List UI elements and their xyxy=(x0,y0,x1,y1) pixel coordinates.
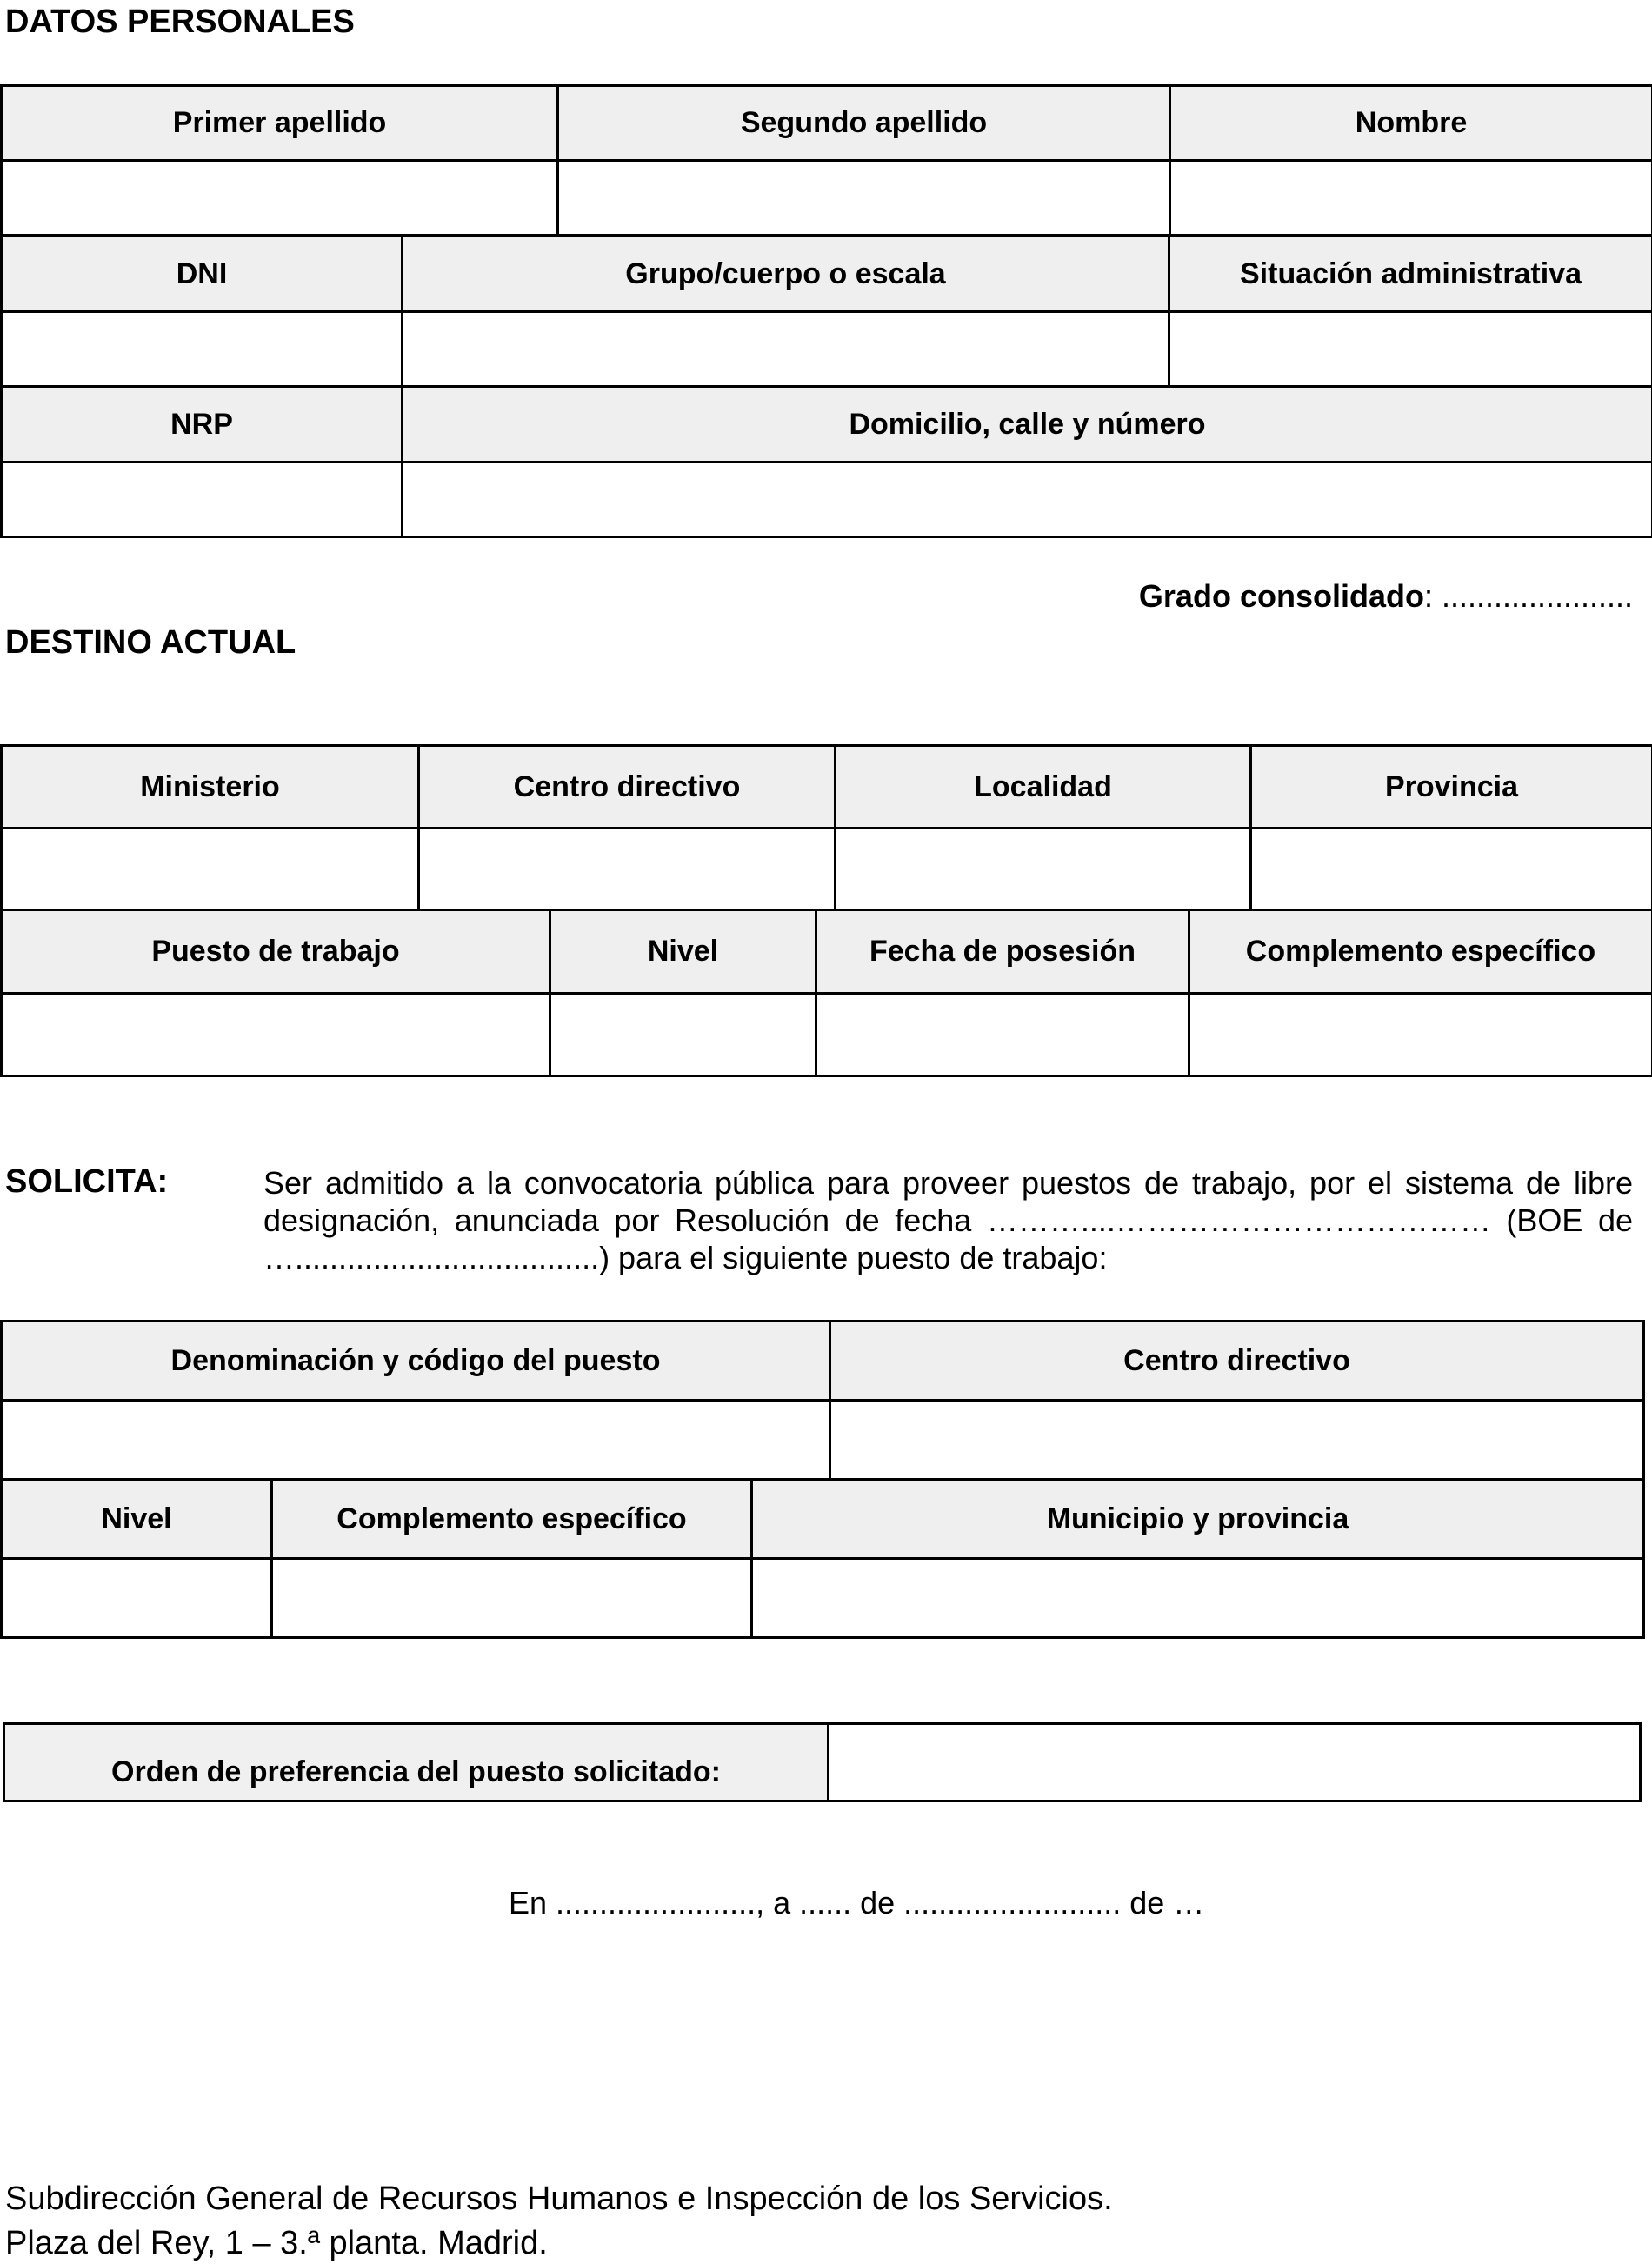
preferencia-label: Orden de preferencia del puesto solicitado: xyxy=(4,1724,829,1801)
puesto-solicitado-table-2 xyxy=(0,1478,1645,1639)
field-primer-apellido[interactable] xyxy=(2,161,558,236)
header-fecha-posesion: Fecha de posesión xyxy=(816,910,1189,994)
field-centro-directivo[interactable] xyxy=(419,829,836,911)
destino-actual-title: DESTINO ACTUAL xyxy=(5,624,296,661)
header-domicilio: Domicilio, calle y número xyxy=(403,387,1652,463)
header-situacion-administrativa: Situación administrativa xyxy=(1169,236,1652,312)
field-fecha-posesion[interactable] xyxy=(816,994,1189,1076)
header-complemento-especifico-solicitado: Complemento específico xyxy=(272,1480,752,1559)
header-nivel: Nivel xyxy=(550,910,816,994)
grado-consolidado-label: Grado consolidado xyxy=(1138,578,1424,614)
field-nivel-solicitado[interactable] xyxy=(2,1559,272,1638)
footer-line-2: Plaza del Rey, 1 – 3.ª planta. Madrid. xyxy=(5,2225,548,2261)
header-dni: DNI xyxy=(2,236,403,312)
preferencia-table xyxy=(3,1722,1642,1802)
header-centro-directivo: Centro directivo xyxy=(419,746,836,829)
header-denominacion-codigo: Denominación y código del puesto xyxy=(2,1322,830,1401)
solicita-text: Ser admitido a la convocatoria pública para proveer puestos de trabajo, por el sistema de libre designación, anunciada por Resolución de fecha ………....……………………………… (BOE de …...................................) para el siguiente puesto de trabajo: xyxy=(263,1165,1633,1275)
field-domicilio[interactable] xyxy=(403,463,1652,537)
header-centro-directivo-solicitado: Centro directivo xyxy=(830,1322,1644,1401)
datos-personales-table xyxy=(0,84,1652,236)
grado-consolidado-dots[interactable]: : ...................... xyxy=(1423,578,1633,614)
field-centro-directivo-solicitado[interactable] xyxy=(830,1401,1644,1480)
header-nrp: NRP xyxy=(2,387,403,463)
field-nrp[interactable] xyxy=(2,463,403,537)
field-complemento-especifico-solicitado[interactable] xyxy=(272,1559,752,1638)
field-puesto-trabajo[interactable] xyxy=(2,994,550,1076)
footer-line-1: Subdirección General de Recursos Humanos e Inspección de los Servicios. xyxy=(5,2181,1113,2217)
header-localidad: Localidad xyxy=(836,746,1251,829)
header-puesto-trabajo: Puesto de trabajo xyxy=(2,910,550,994)
field-grupo-cuerpo[interactable] xyxy=(403,312,1169,387)
field-complemento-especifico[interactable] xyxy=(1189,994,1652,1076)
field-situacion-administrativa[interactable] xyxy=(1169,312,1652,387)
field-orden-preferencia[interactable] xyxy=(829,1724,1641,1801)
solicita-label: SOLICITA: xyxy=(5,1163,169,1200)
field-nombre[interactable] xyxy=(1170,161,1652,236)
field-localidad[interactable] xyxy=(836,829,1251,911)
field-dni[interactable] xyxy=(2,312,403,387)
header-grupo-cuerpo: Grupo/cuerpo o escala xyxy=(403,236,1169,312)
header-nombre: Nombre xyxy=(1170,86,1652,161)
field-ministerio[interactable] xyxy=(2,829,419,911)
field-provincia[interactable] xyxy=(1251,829,1652,911)
header-municipio-provincia: Municipio y provincia xyxy=(752,1480,1644,1559)
fecha-linea: En ......................., a ...... de ......................... de … xyxy=(509,1885,1205,1921)
destino-actual-table-1 xyxy=(0,744,1652,912)
header-complemento-especifico: Complemento específico xyxy=(1189,910,1652,994)
header-nivel-solicitado: Nivel xyxy=(2,1480,272,1559)
field-nivel[interactable] xyxy=(550,994,816,1076)
field-municipio-provincia[interactable] xyxy=(752,1559,1644,1638)
header-segundo-apellido: Segundo apellido xyxy=(558,86,1170,161)
header-provincia: Provincia xyxy=(1251,746,1652,829)
datos-personales-title: DATOS PERSONALES xyxy=(5,3,355,40)
field-segundo-apellido[interactable] xyxy=(558,161,1170,236)
field-denominacion-codigo[interactable] xyxy=(2,1401,830,1480)
puesto-solicitado-table-1 xyxy=(0,1320,1645,1481)
destino-actual-table-2 xyxy=(0,909,1652,1077)
grado-consolidado xyxy=(1139,578,1633,615)
header-primer-apellido: Primer apellido xyxy=(2,86,558,161)
datos-personales-table-2 xyxy=(0,235,1652,538)
header-ministerio: Ministerio xyxy=(2,746,419,829)
